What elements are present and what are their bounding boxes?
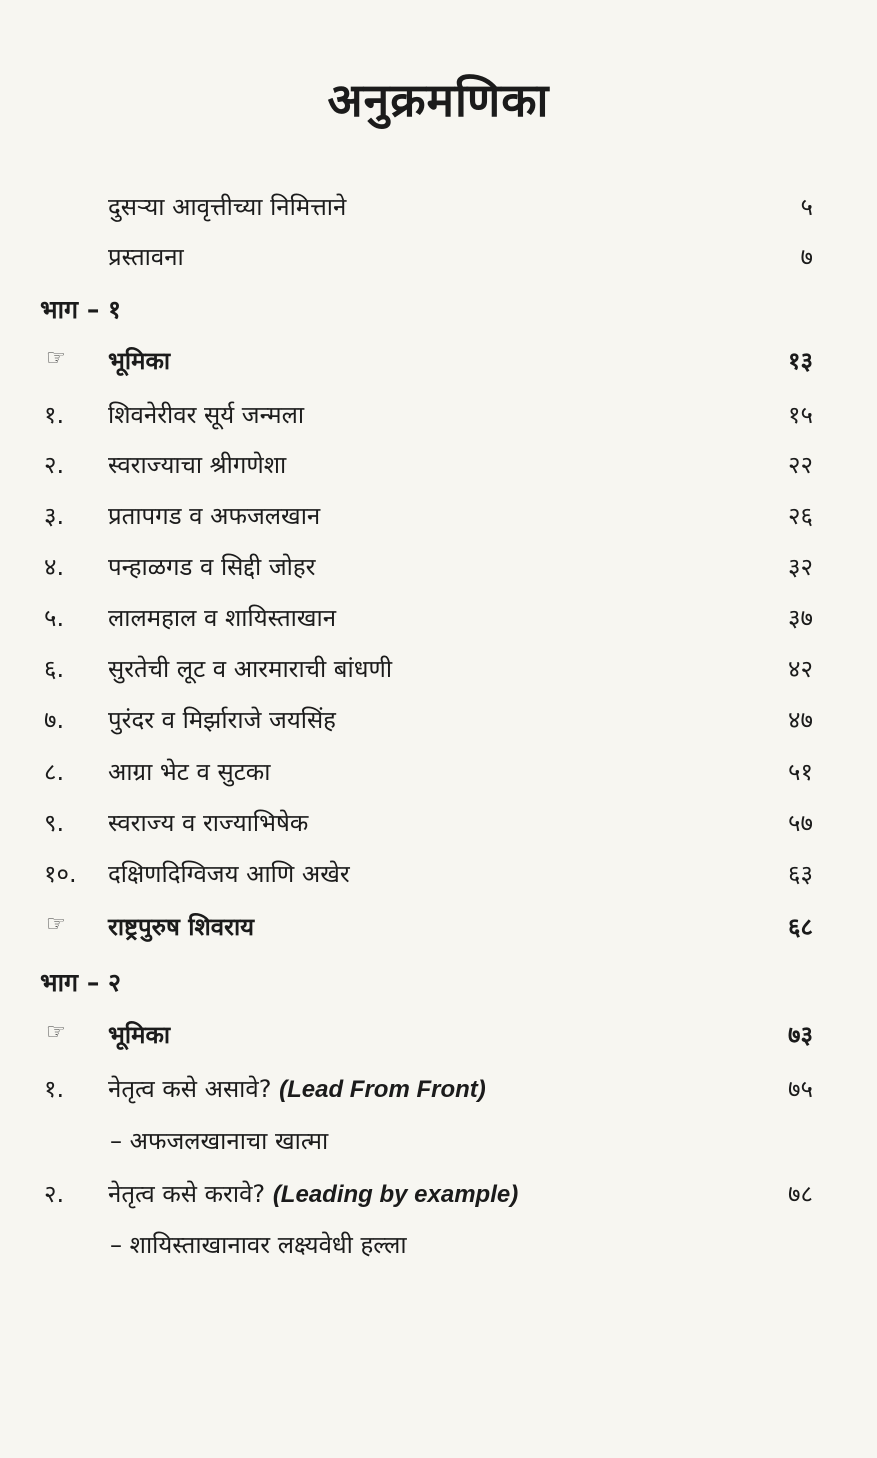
- entry-label: भूमिका: [108, 347, 171, 375]
- entry-label: स्वराज्य व राज्याभिषेक: [108, 809, 309, 837]
- entry-page: १३: [788, 347, 813, 375]
- entry-page: ४२: [788, 655, 813, 683]
- entry-page: ४७: [788, 706, 813, 734]
- chapter-number: २.: [44, 1180, 65, 1208]
- toc-entry[interactable]: [0, 499, 877, 539]
- entry-page: ३७: [788, 604, 813, 632]
- toc-entry[interactable]: [0, 240, 877, 280]
- toc-subentry: [0, 1228, 877, 1268]
- part-2-heading: भाग – २: [40, 968, 122, 997]
- chapter-number: ९.: [44, 809, 65, 837]
- pointing-hand-icon: ☞: [46, 346, 66, 371]
- entry-label: दक्षिणदिग्विजय आणि अखेर: [108, 860, 350, 888]
- chapter-number: ५.: [44, 604, 65, 632]
- entry-label: [108, 1177, 518, 1210]
- entry-page: ७५: [788, 1075, 813, 1103]
- toc-entry[interactable]: [0, 910, 877, 950]
- toc-entry[interactable]: [0, 703, 877, 743]
- chapter-number: ४.: [44, 553, 65, 581]
- entry-label-english: (Lead From Front): [279, 1076, 486, 1103]
- toc-entry[interactable]: [0, 857, 877, 897]
- toc-entry[interactable]: [0, 601, 877, 641]
- entry-label: स्वराज्याचा श्रीगणेशा: [108, 451, 287, 479]
- entry-subtitle: – शायिस्ताखानावर लक्ष्यवेधी हल्ला: [110, 1231, 407, 1259]
- entry-label: लालमहाल व शायिस्ताखान: [108, 604, 337, 632]
- entry-page: ५१: [788, 758, 813, 786]
- entry-label: शिवनेरीवर सूर्य जन्मला: [108, 401, 305, 429]
- toc-entry[interactable]: [0, 448, 877, 488]
- entry-page: ५७: [788, 809, 813, 837]
- entry-label: आग्रा भेट व सुटका: [108, 758, 271, 786]
- toc-entry[interactable]: [0, 190, 877, 230]
- entry-page: ६८: [788, 913, 813, 941]
- entry-label: प्रस्तावना: [108, 243, 184, 271]
- entry-label: भूमिका: [108, 1021, 171, 1049]
- part-1-heading: भाग – १: [40, 295, 122, 324]
- chapter-number: ३.: [44, 502, 65, 530]
- chapter-number: २.: [44, 451, 65, 479]
- entry-label: प्रतापगड व अफजलखान: [108, 502, 321, 530]
- toc-entry[interactable]: [0, 1072, 877, 1112]
- chapter-number: ६.: [44, 655, 65, 683]
- toc-subentry: [0, 1124, 877, 1164]
- toc-entry[interactable]: [0, 1177, 877, 1217]
- entry-page: २६: [788, 502, 813, 530]
- toc-entry[interactable]: [0, 652, 877, 692]
- toc-entry[interactable]: [0, 1018, 877, 1058]
- page-title: अनुक्रमणिका: [327, 73, 550, 127]
- entry-label-marathi: नेतृत्व कसे करावे?: [108, 1180, 266, 1208]
- toc-entry[interactable]: [0, 550, 877, 590]
- entry-label-marathi: नेतृत्व कसे असावे?: [108, 1075, 272, 1103]
- entry-label: सुरतेची लूट व आरमाराची बांधणी: [108, 655, 393, 683]
- entry-page: ६३: [788, 860, 813, 888]
- entry-page: ५: [800, 193, 813, 221]
- chapter-number: १.: [44, 1075, 65, 1103]
- chapter-number: १०.: [44, 860, 77, 888]
- entry-label: पन्हाळगड व सिद्दी जोहर: [108, 553, 316, 581]
- pointing-hand-icon: ☞: [46, 1020, 66, 1045]
- entry-page: ३२: [788, 553, 813, 581]
- toc-entry[interactable]: [0, 755, 877, 795]
- entry-label: पुरंदर व मिर्झाराजे जयसिंह: [108, 706, 336, 734]
- entry-label: [108, 1072, 486, 1105]
- entry-label: दुसऱ्या आवृत्तीच्या निमित्ताने: [108, 193, 347, 221]
- toc-entry[interactable]: [0, 806, 877, 846]
- toc-entry[interactable]: [0, 344, 877, 384]
- entry-subtitle: – अफजलखानाचा खात्मा: [110, 1127, 329, 1155]
- pointing-hand-icon: ☞: [46, 912, 66, 937]
- chapter-number: ७.: [44, 706, 65, 734]
- entry-label: राष्ट्रपुरुष शिवराय: [108, 913, 255, 941]
- entry-page: २२: [788, 451, 813, 479]
- entry-page: १५: [788, 401, 813, 429]
- toc-entry[interactable]: [0, 398, 877, 438]
- entry-page: ७३: [788, 1021, 813, 1049]
- chapter-number: १.: [44, 401, 65, 429]
- chapter-number: ८.: [44, 758, 65, 786]
- entry-label-english: (Leading by example): [272, 1181, 519, 1208]
- entry-page: ७: [800, 243, 813, 271]
- entry-page: ७८: [788, 1180, 813, 1208]
